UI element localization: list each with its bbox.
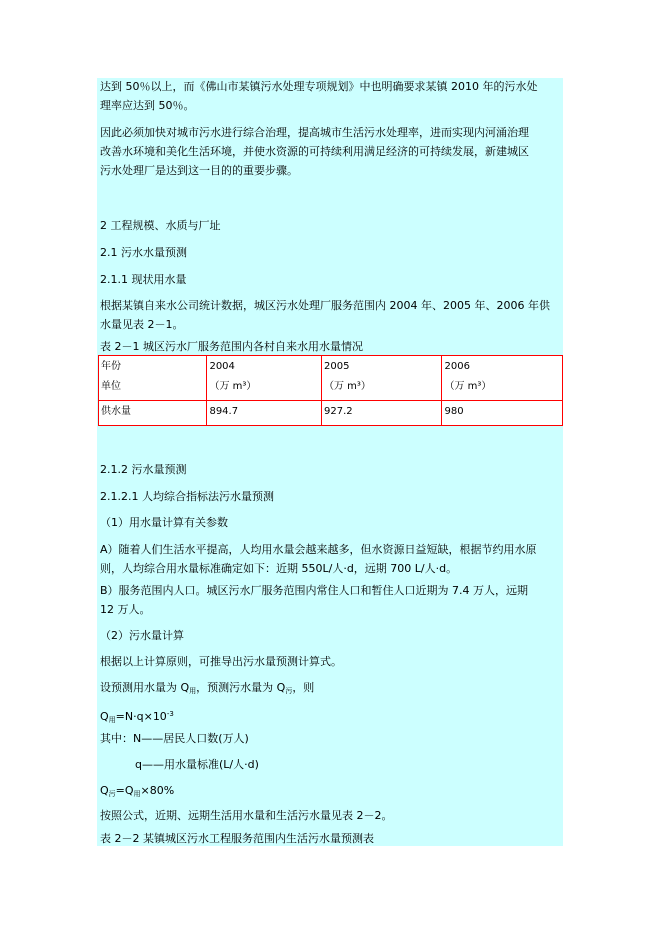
paragraph-line: 按照公式，近期、远期生活用水量和生活污水量见表 2－2。 (100, 809, 393, 822)
paragraph-line: 根据某镇自来水公司统计数据，城区污水处理厂服务范围内 2004 年、2005 年、2006 年供 (100, 299, 550, 312)
year-2004: 2004 (209, 361, 235, 372)
paragraph-line: 水量见表 2－1。 (100, 318, 184, 331)
subscript: 用 (189, 687, 197, 695)
table-header-cell (321, 356, 442, 401)
paragraph-line: 污水处理厂是达到这一目的的重要步骤。 (100, 164, 298, 177)
table-caption: 表 2－1 城区污水厂服务范围内各村自来水用水量情况 (100, 340, 363, 353)
unit-label: （万 m³） (444, 381, 492, 392)
subscript: 污 (285, 687, 293, 695)
text-run: 设预测用水量为 Q (100, 681, 190, 694)
definition-line: 其中：N——居民人口数(万人) (100, 732, 249, 745)
table-header-cell (442, 356, 563, 401)
text-run: Q (100, 710, 109, 723)
text-run: =Q (115, 784, 134, 797)
year-2005: 2005 (323, 361, 350, 372)
water-supply-table (98, 355, 563, 426)
definition-line: q——用水量标准(L/人·d) (135, 758, 259, 771)
paragraph-line: 则，人均综合用水量标准确定如下：近期 550L/人·d，远期 700 L/人·d。 (100, 562, 458, 575)
subscript: 用 (133, 790, 141, 798)
text-run: =N·q×10 (115, 710, 167, 723)
section-heading: 2.1.2.1 人均综合指标法污水量预测 (100, 490, 274, 503)
superscript: -3 (166, 710, 174, 718)
list-item: （1）用水量计算有关参数 (100, 516, 228, 529)
table-header-cell (207, 356, 322, 401)
section-heading: 2.1 污水水量预测 (100, 246, 187, 259)
section-heading: 2.1.2 污水量预测 (100, 463, 187, 476)
paragraph-line: B）服务范围内人口。城区污水厂服务范围内常住人口和暂住人口近期为 7.4 万人，远期 (100, 584, 529, 597)
value-cell: 980 (442, 401, 563, 426)
text-run: ×80% (140, 784, 175, 797)
text-run: ，预测污水量为 Q (196, 681, 286, 694)
paragraph-line: 因此必须加快对城市污水进行综合治理，提高城市生活污水处理率，进而实现内河涌治理 (100, 126, 529, 139)
table-row (99, 401, 563, 426)
paragraph-line: 达到 50％以上，而《佛山市某镇污水处理专项规划》中也明确要求某镇 2010 年的污水处 (100, 80, 538, 93)
unit-label: （万 m³） (323, 381, 371, 392)
list-item: （2）污水量计算 (100, 629, 184, 642)
subscript: 污 (108, 790, 116, 798)
document-page (97, 78, 563, 846)
table-row (99, 356, 563, 401)
formula-line (100, 782, 559, 803)
row-label-cell: 供水量 (99, 401, 207, 426)
paragraph-line: 12 万人。 (100, 603, 151, 616)
value-cell: 894.7 (207, 401, 322, 426)
paragraph-line: A）随着人们生活水平提高，人均用水量会越来越多，但水资源日益短缺，根据节约用水原 (100, 543, 537, 556)
paragraph-line: 根据以上计算原则，可推导出污水量预测计算式。 (100, 655, 342, 668)
year-2006: 2006 (444, 361, 470, 372)
table-header-cell (99, 356, 207, 401)
text-run: Q (100, 784, 109, 797)
header-year-label: 年份 (101, 361, 121, 372)
subscript: 用 (108, 716, 116, 724)
paragraph-line: 理率应达到 50％。 (100, 99, 195, 112)
value-cell: 927.2 (321, 401, 442, 426)
section-heading: 2 工程规模、水质与厂址 (100, 219, 221, 232)
header-unit-label: 单位 (101, 381, 121, 392)
formula-line (100, 705, 559, 729)
paragraph-line (100, 679, 559, 700)
paragraph-line: 改善水环境和美化生活环境，并使水资源的可持续利用满足经济的可持续发展，新建城区 (100, 145, 529, 158)
section-heading: 2.1.1 现状用水量 (100, 273, 187, 286)
table-caption: 表 2－2 某镇城区污水工程服务范围内生活污水量预测表 (100, 832, 374, 845)
unit-label: （万 m³） (209, 381, 257, 392)
text-run: ，则 (292, 681, 315, 694)
